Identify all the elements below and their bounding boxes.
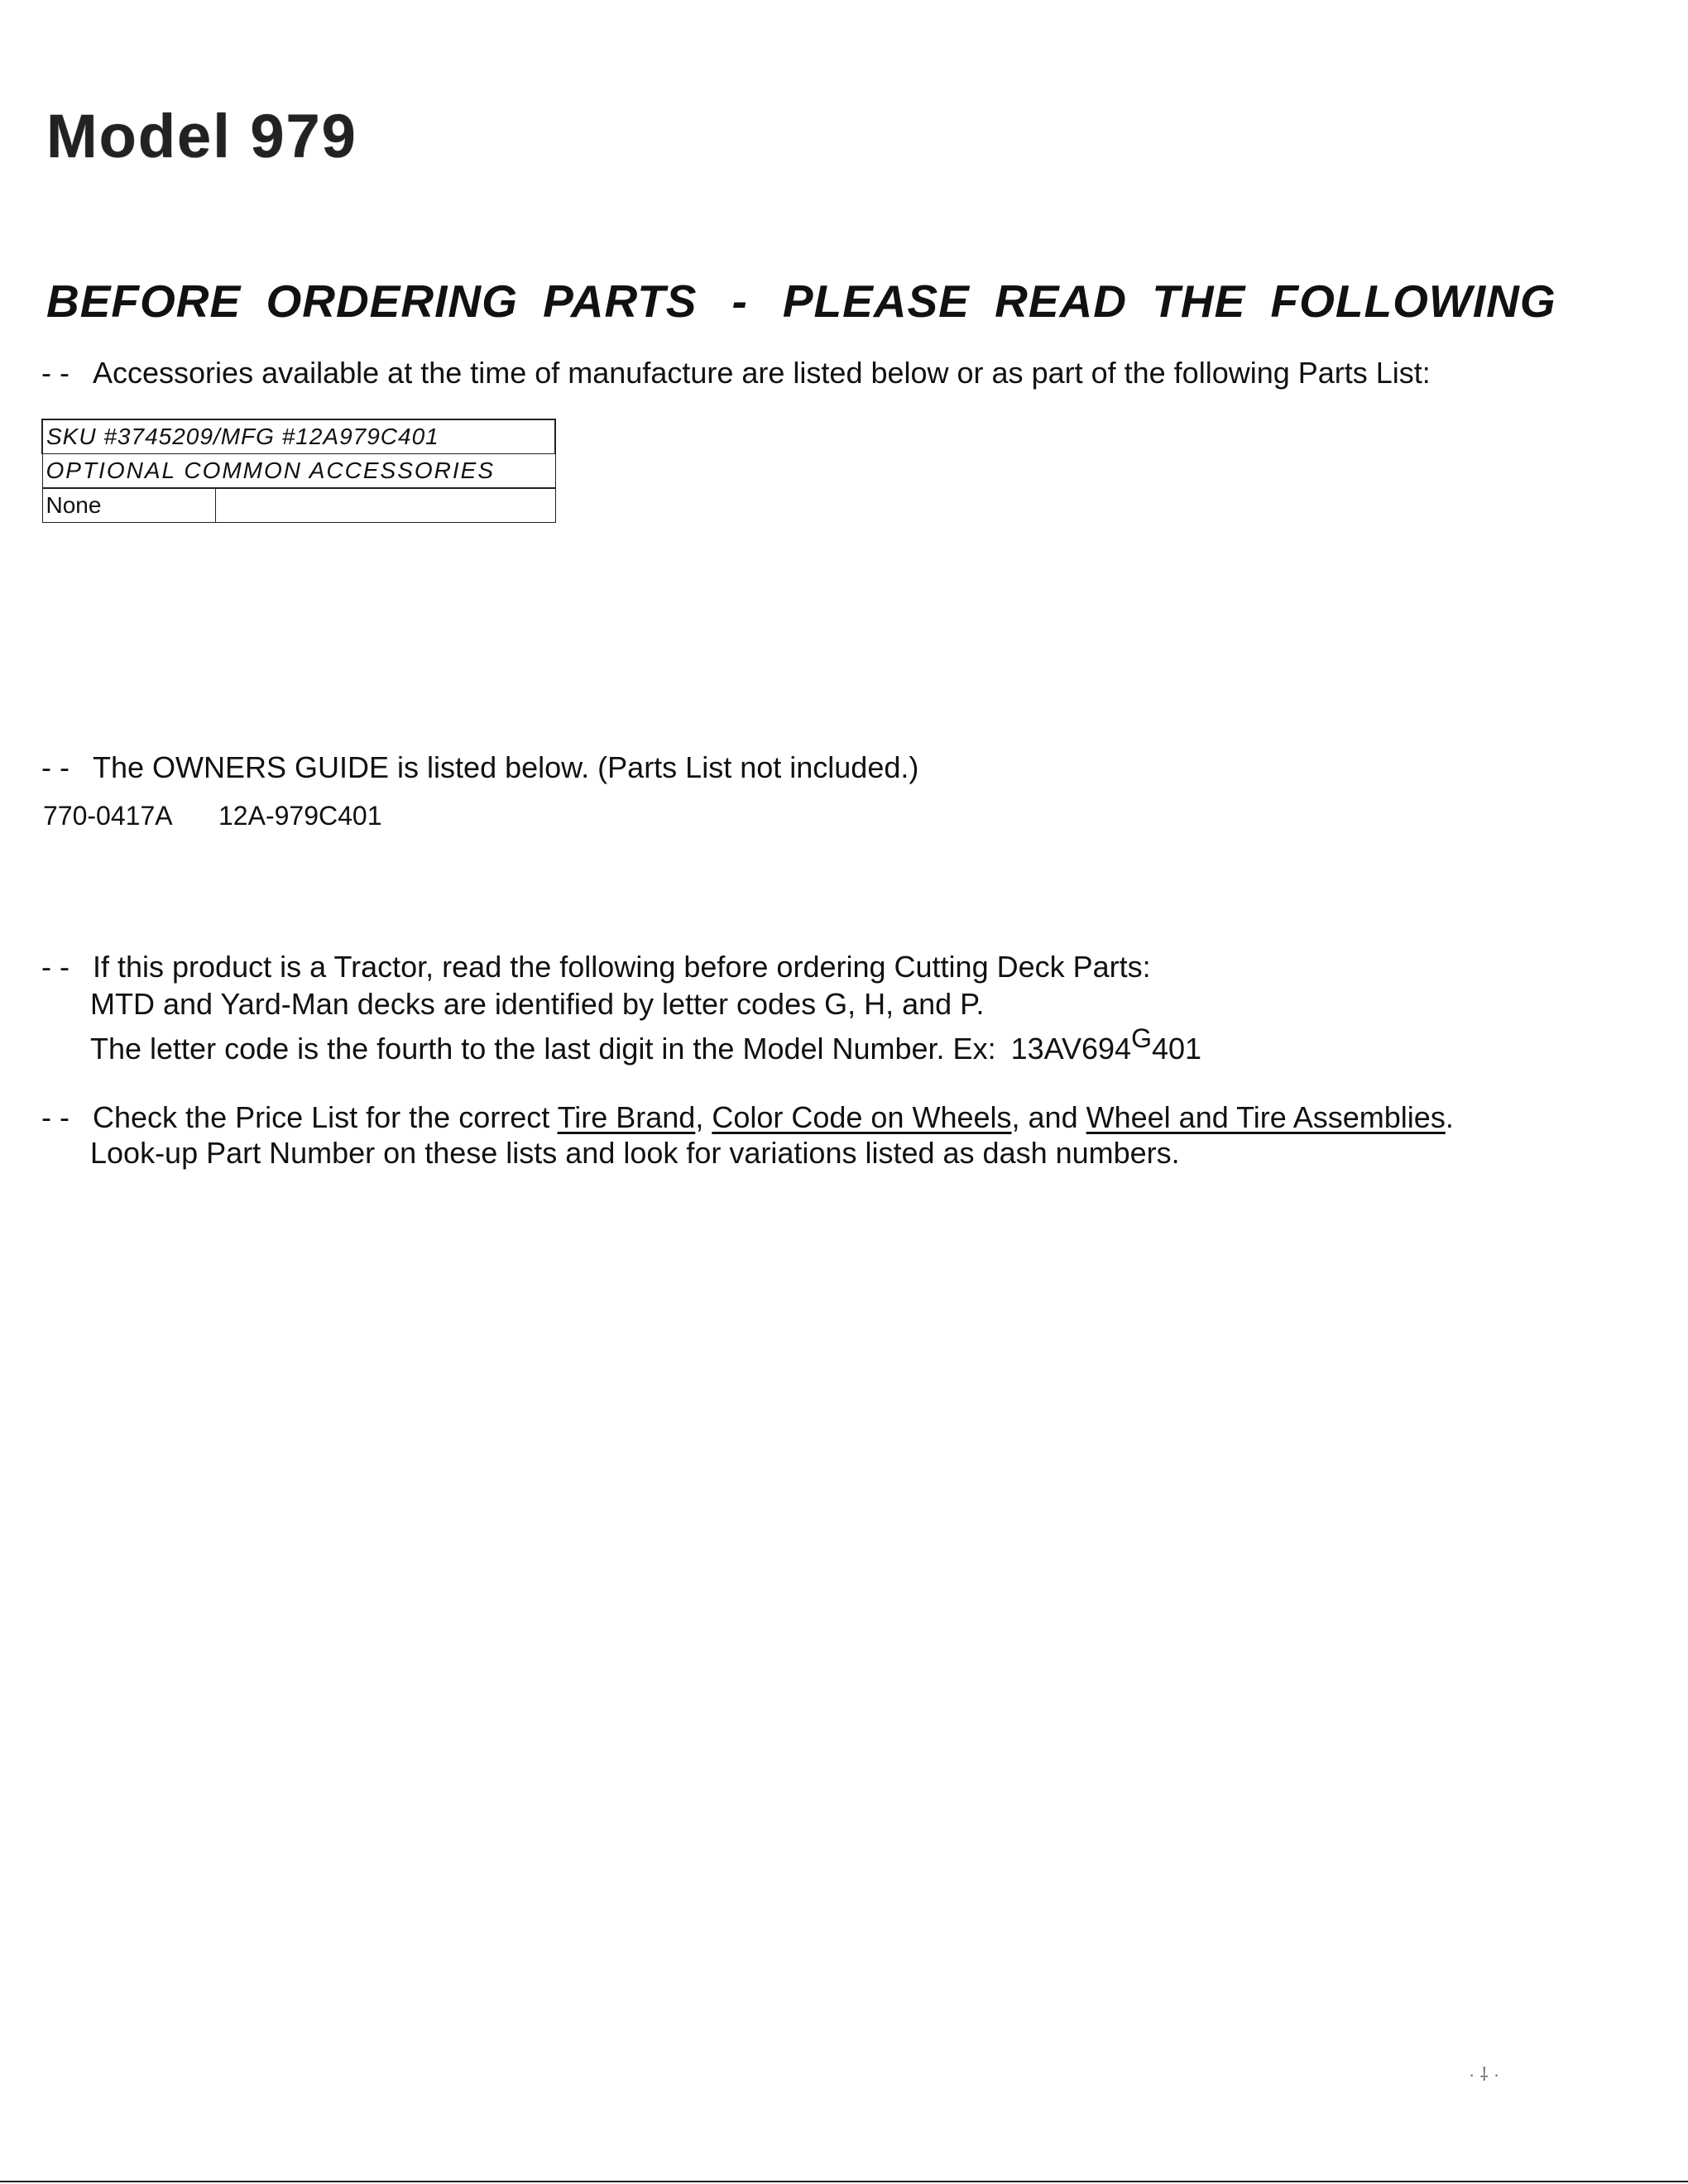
tractor-note-text-1: If this product is a Tractor, read the following before ordering Cutting Deck Parts: [93, 950, 1151, 984]
wheel-tire-assemblies-link[interactable]: Wheel and Tire Assemblies [1086, 1100, 1446, 1134]
tractor-note-line-3 [46, 1023, 1202, 1066]
bullet-dash: - - [41, 750, 70, 784]
table-row [42, 488, 555, 523]
tractor-note-text-3: The letter code is the fourth to the last digit in the Model Number. Ex: [90, 1032, 996, 1066]
scan-artifact-mark: · ⸸ · [1469, 2064, 1500, 2085]
owners-guide-intro [41, 750, 918, 785]
color-code-link[interactable]: Color Code on Wheels [712, 1100, 1012, 1134]
example-prefix: 13AV694 [1010, 1032, 1132, 1066]
page-title: Model 979 [46, 102, 357, 170]
price-list-line-2: Look-up Part Number on these lists and look for variations listed as dash numbers. [90, 1136, 1180, 1170]
example-suffix: 401 [1151, 1032, 1202, 1066]
heading-separator: - [731, 275, 748, 327]
sku-line: SKU #3745209/MFG #12A979C401 [42, 419, 555, 454]
section-heading [46, 275, 1618, 328]
tractor-note-line-2: MTD and Yard-Man decks are identified by letter codes G, H, and P. [90, 987, 985, 1021]
bullet-dash: - - [41, 1100, 70, 1134]
bullet-dash: - - [41, 950, 70, 984]
heading-right: PLEASE READ THE FOLLOWING [782, 275, 1556, 327]
tire-brand-link[interactable]: Tire Brand [557, 1100, 696, 1134]
table-cell [215, 488, 555, 523]
heading-left: BEFORE ORDERING PARTS [46, 275, 698, 327]
owners-guide-part-number: 770-0417A [43, 801, 173, 831]
accessories-header: OPTIONAL COMMON ACCESSORIES [42, 454, 555, 489]
owners-guide-model-number: 12A-979C401 [218, 801, 382, 831]
price-list-line-1: - - Check the Price List for the correct Tire Brand, Color Code on Wheels, and Wheel and Tire Assemblies. [41, 1100, 1454, 1134]
example-letter-code: G [1131, 1023, 1152, 1053]
table-cell: None [42, 488, 215, 523]
bullet-dash: - - [41, 356, 70, 390]
table-row [42, 419, 555, 454]
owners-guide-listing [43, 801, 381, 831]
table-row [42, 454, 555, 489]
accessories-intro [41, 356, 1431, 390]
accessories-table [41, 419, 556, 523]
price-list-and: and [1028, 1100, 1078, 1134]
owners-guide-intro-text: The OWNERS GUIDE is listed below. (Parts List not included.) [93, 750, 919, 784]
price-list-text-1: Check the Price List for the correct [93, 1100, 550, 1134]
model-number-example [1010, 1023, 1202, 1066]
accessories-intro-text: Accessories available at the time of manufacture are listed below or as part of the following Parts List: [93, 356, 1431, 390]
tractor-note-line-1 [41, 950, 1151, 984]
bottom-rule [0, 2181, 1688, 2182]
